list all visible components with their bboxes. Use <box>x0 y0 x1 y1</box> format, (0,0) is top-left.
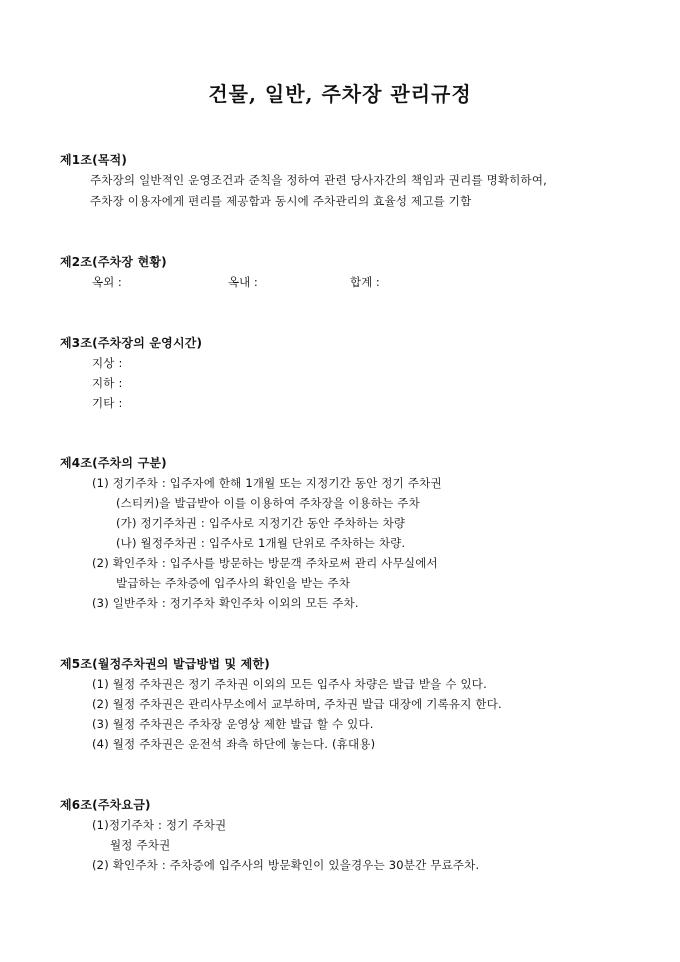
article-5-heading: 제5조(월정주차권의 발급방법 및 제한) <box>60 657 270 671</box>
article-1-line-1: 주차장의 일반적인 운영조건과 준칙을 정하여 관련 당사자간의 책임과 권리를 명확히하여, <box>90 173 547 187</box>
above-ground-hours: 지상 : <box>92 356 123 370</box>
article-3-heading: 제3조(주차장의 운영시간) <box>60 336 203 350</box>
indoor-label: 옥내 : <box>228 275 258 289</box>
article-5-line-4: (4) 월정 주차권은 운전석 좌측 하단에 놓는다. (휴대용) <box>92 737 376 751</box>
article-4-line-1: (1) 정기주차 : 입주자에 한해 1개월 또는 지정기간 동안 정기 주차권 <box>92 476 442 490</box>
other-hours: 기타 : <box>92 396 123 410</box>
article-1-line-2: 주차장 이용자에게 편리를 제공함과 동시에 주차관리의 효율성 제고를 기함 <box>90 194 472 208</box>
article-4-line-3: (가) 정기주차권 : 입주사로 지정기간 동안 주차하는 차량 <box>116 516 406 530</box>
article-6-heading: 제6조(주차요금) <box>60 798 151 812</box>
article-2-heading: 제2조(주차장 현황) <box>60 255 167 269</box>
document-title: 건물, 일반, 주차장 관리규정 <box>208 82 472 106</box>
article-5-line-3: (3) 월정 주차권은 주차장 운영상 제한 발급 할 수 있다. <box>92 717 374 731</box>
article-4-line-5: (2) 확인주차 : 입주사를 방문하는 방문객 주차로써 관리 사무실에서 <box>92 556 438 570</box>
article-5-line-1: (1) 월정 주차권은 정기 주차권 이외의 모든 입주사 차량은 발급 받을 수 있다. <box>92 677 487 691</box>
article-6-line-2: 월정 주차권 <box>110 838 171 852</box>
total-label: 합계 : <box>350 275 380 289</box>
article-6-line-1: (1)정기주차 : 정기 주차권 <box>92 818 227 832</box>
article-4-line-7: (3) 일반주차 : 정기주차 확인주차 이외의 모든 주차. <box>92 596 359 610</box>
article-6-line-3: (2) 확인주차 : 주차증에 입주사의 방문확인이 있을경우는 30분간 무료주차. <box>92 858 480 872</box>
article-1-heading: 제1조(목적) <box>60 153 128 167</box>
article-4-line-4: (나) 월정주차권 : 입주사로 1개월 단위로 주차하는 차량. <box>116 536 406 550</box>
outdoor-label: 옥외 : <box>92 275 122 289</box>
article-4-line-6: 발급하는 주차증에 입주사의 확인을 받는 주차 <box>116 576 351 590</box>
article-4-heading: 제4조(주차의 구분) <box>60 456 167 470</box>
underground-hours: 지하 : <box>92 376 123 390</box>
article-5-line-2: (2) 월정 주차권은 관리사무소에서 교부하며, 주차권 발급 대장에 기록유지 한다. <box>92 697 502 711</box>
article-4-line-2: (스티커)을 발급받아 이를 이용하여 주차장을 이용하는 주차 <box>116 496 420 510</box>
